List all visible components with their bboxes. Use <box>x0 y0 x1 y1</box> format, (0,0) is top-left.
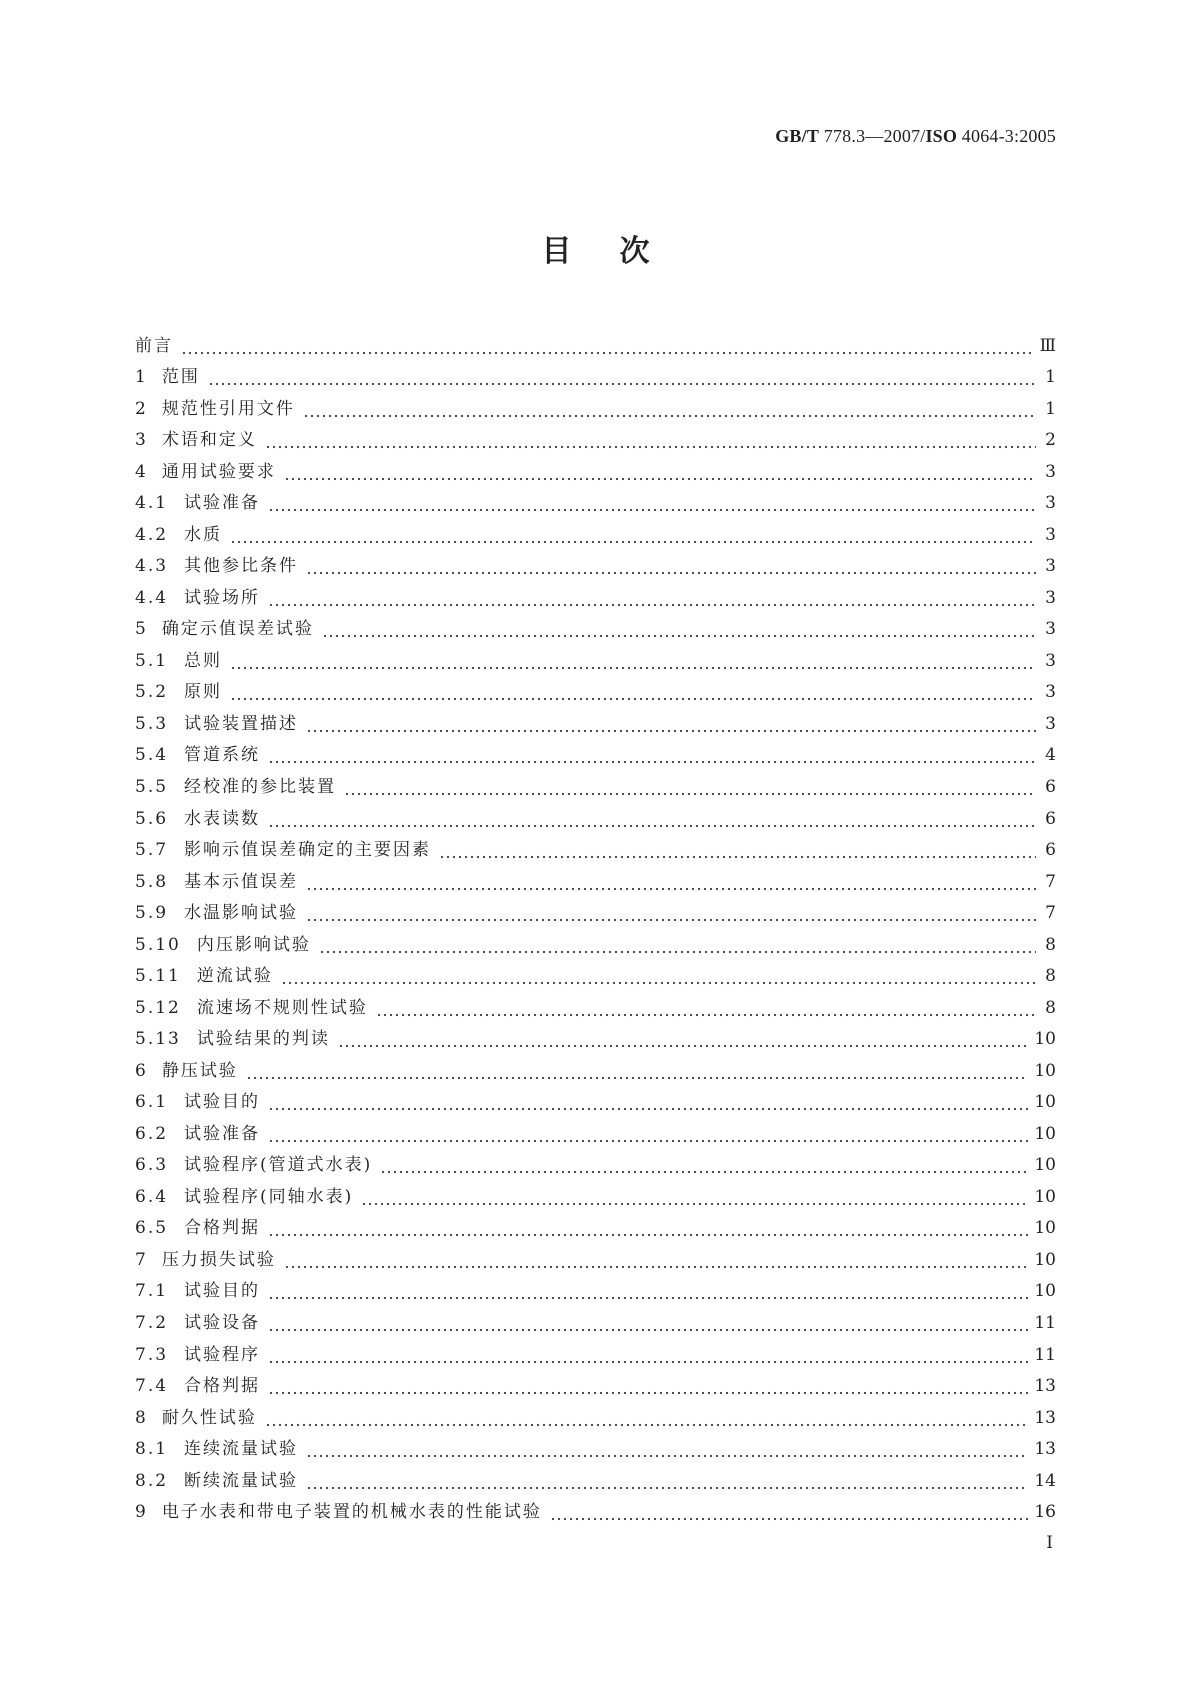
toc-entry[interactable] <box>135 1213 1056 1245</box>
toc-entry[interactable] <box>135 330 1056 362</box>
toc-entry-number: 5.4 <box>135 745 169 766</box>
toc-entry-label: 水表读数 <box>184 808 261 829</box>
toc-entry-page: 1 <box>1045 398 1056 419</box>
toc-entry-title <box>135 993 368 1024</box>
toc-entry-title <box>135 1213 260 1244</box>
toc-entry-number: 6.3 <box>135 1155 169 1176</box>
toc-entry[interactable] <box>135 362 1056 394</box>
toc-entry-label: 试验设备 <box>184 1313 261 1333</box>
toc-entry-page: 10 <box>1034 1155 1056 1176</box>
toc-entry[interactable] <box>135 1150 1056 1182</box>
toc-entry[interactable] <box>135 1497 1056 1529</box>
dot-leader <box>268 1133 1028 1143</box>
toc-entry[interactable] <box>135 393 1056 425</box>
toc-entry-title <box>135 709 298 740</box>
toc-entry-title <box>135 614 314 645</box>
dot-leader <box>319 944 1036 954</box>
toc-entry-label: 流速场不规则性试验 <box>196 997 368 1018</box>
toc-entry[interactable] <box>135 582 1056 614</box>
dot-leader <box>306 565 1036 575</box>
toc-entry[interactable] <box>135 1465 1056 1497</box>
toc-entry[interactable] <box>135 456 1056 488</box>
toc-entry-title <box>135 488 260 519</box>
toc-entry-label: 逆流试验 <box>196 966 273 987</box>
toc-entry-label: 规范性引用文件 <box>161 398 295 419</box>
dot-leader <box>338 1038 1029 1048</box>
dot-leader <box>268 1227 1028 1237</box>
toc-entry[interactable] <box>135 961 1056 993</box>
toc-entry-label: 其他参比条件 <box>184 556 299 577</box>
dot-leader <box>268 502 1036 512</box>
toc-entry-label: 管道系统 <box>184 745 261 766</box>
toc-entry-number: 7 <box>135 1249 148 1270</box>
toc-entry-number: 5.6 <box>135 808 169 829</box>
toc-entry-number: 5.12 <box>135 997 181 1018</box>
toc-entry-title <box>135 1403 257 1434</box>
toc-entry-page: 3 <box>1045 461 1056 482</box>
toc-entry-title <box>135 867 298 898</box>
dot-leader <box>284 471 1036 481</box>
toc-entry-title <box>135 898 298 929</box>
toc-entry[interactable] <box>135 1181 1056 1213</box>
table-of-contents <box>135 330 1056 1528</box>
toc-entry-number: 2 <box>135 398 148 419</box>
toc-entry-page: 3 <box>1045 619 1056 640</box>
toc-entry[interactable] <box>135 771 1056 803</box>
toc-entry-number: 5.8 <box>135 871 169 892</box>
dot-leader <box>284 1259 1029 1269</box>
standard-number <box>775 126 1056 147</box>
toc-entry[interactable] <box>135 551 1056 583</box>
toc-entry-page: 10 <box>1034 1029 1056 1050</box>
toc-entry-title <box>135 520 222 551</box>
dot-leader <box>550 1511 1029 1521</box>
toc-entry-page: 1 <box>1045 367 1056 388</box>
dot-leader <box>268 754 1036 764</box>
toc-entry-number: 4.2 <box>135 524 169 545</box>
toc-entry-label: 试验程序 <box>184 1344 261 1365</box>
toc-entry-title <box>135 551 298 582</box>
toc-entry-title <box>135 1024 330 1055</box>
dot-leader <box>306 881 1036 891</box>
toc-entry-number: 5.2 <box>135 682 169 703</box>
dot-leader <box>380 1164 1028 1174</box>
toc-entry-number: 4.3 <box>135 556 169 577</box>
toc-entry-title <box>135 930 311 961</box>
toc-entry-page: 6 <box>1045 840 1056 861</box>
toc-entry-page: 10 <box>1034 1281 1056 1302</box>
toc-entry-page: 8 <box>1045 966 1056 987</box>
toc-entry-number: 5.5 <box>135 776 169 797</box>
toc-entry-title <box>135 1434 298 1465</box>
dot-leader <box>306 912 1036 922</box>
toc-entry-page: 8 <box>1045 934 1056 955</box>
toc-entry-label: 水温影响试验 <box>184 903 299 924</box>
toc-entry-label: 试验目的 <box>184 1092 261 1113</box>
dot-leader <box>303 408 1036 418</box>
dot-leader <box>246 1070 1029 1080</box>
page-title: 目次 <box>541 234 698 269</box>
toc-entry[interactable] <box>135 1276 1056 1308</box>
toc-entry-title <box>135 1056 238 1087</box>
toc-entry-page: 16 <box>1034 1502 1056 1523</box>
toc-entry-label: 合格判据 <box>184 1218 261 1239</box>
dot-leader <box>268 1290 1028 1300</box>
dot-leader <box>361 1196 1028 1206</box>
dot-leader <box>268 597 1036 607</box>
toc-entry-label: 试验程序(同轴水表) <box>184 1186 354 1207</box>
toc-entry-number: 5.3 <box>135 713 169 734</box>
dot-leader <box>306 1480 1028 1490</box>
standard-id: 778.3—2007/ <box>823 126 926 146</box>
toc-entry-label: 试验准备 <box>184 493 261 514</box>
toc-entry[interactable] <box>135 1024 1056 1056</box>
toc-entry-title <box>135 1466 298 1497</box>
toc-entry-title <box>135 331 173 362</box>
dot-leader <box>268 818 1036 828</box>
toc-entry[interactable] <box>135 866 1056 898</box>
toc-entry-page: 3 <box>1045 713 1056 734</box>
toc-entry-label: 经校准的参比装置 <box>184 776 337 797</box>
toc-entry-page: 10 <box>1034 1249 1056 1270</box>
toc-entry-title <box>135 835 431 866</box>
toc-entry[interactable] <box>135 1434 1056 1466</box>
toc-entry[interactable] <box>135 1055 1056 1087</box>
toc-entry-number: 7.4 <box>135 1376 169 1397</box>
toc-entry-label: 合格判据 <box>184 1376 261 1397</box>
toc-entry-number: 7.3 <box>135 1344 169 1365</box>
dot-leader <box>208 376 1036 386</box>
toc-entry[interactable] <box>135 992 1056 1024</box>
toc-entry-title <box>135 646 222 677</box>
toc-entry[interactable] <box>135 425 1056 457</box>
toc-entry-page: 7 <box>1045 903 1056 924</box>
toc-entry-label: 试验结果的判读 <box>196 1029 330 1050</box>
toc-entry-page: 11 <box>1034 1313 1056 1333</box>
toc-entry-number: 5.1 <box>135 650 169 671</box>
toc-entry-number: 4.4 <box>135 587 169 608</box>
toc-entry-title <box>135 394 295 425</box>
toc-entry-label: 连续流量试验 <box>184 1439 299 1460</box>
toc-entry-page: 13 <box>1034 1407 1056 1428</box>
toc-entry-label: 断续流量试验 <box>184 1470 299 1491</box>
toc-entry-number: 8.2 <box>135 1470 169 1491</box>
toc-entry-label: 原则 <box>184 682 223 703</box>
toc-entry-title <box>135 457 276 488</box>
toc-entry-page: 3 <box>1045 556 1056 577</box>
toc-entry[interactable] <box>135 488 1056 520</box>
dot-leader <box>268 1101 1028 1111</box>
toc-entry-title <box>135 1371 260 1402</box>
toc-entry-number: 5.11 <box>135 966 181 987</box>
toc-entry-page: 3 <box>1045 587 1056 608</box>
toc-entry-label: 影响示值误差确定的主要因素 <box>184 840 432 861</box>
toc-entry[interactable] <box>135 835 1056 867</box>
toc-entry-page: 6 <box>1045 808 1056 829</box>
toc-entry-label: 试验准备 <box>184 1123 261 1144</box>
toc-entry[interactable] <box>135 1244 1056 1276</box>
toc-entry-page: 7 <box>1045 871 1056 892</box>
toc-entry-title <box>135 740 260 771</box>
toc-entry-label: 试验装置描述 <box>184 713 299 734</box>
toc-entry-page: 13 <box>1034 1439 1056 1460</box>
toc-entry-number: 6.2 <box>135 1123 169 1144</box>
toc-entry-number: 3 <box>135 430 148 451</box>
dot-leader <box>181 345 1034 355</box>
toc-entry-page: 10 <box>1034 1123 1056 1144</box>
dot-leader <box>265 439 1036 449</box>
standard-prefix: GB/T <box>775 126 820 146</box>
toc-entry-page: 11 <box>1034 1344 1056 1365</box>
toc-entry-page: 2 <box>1045 430 1056 451</box>
toc-entry[interactable] <box>135 708 1056 740</box>
toc-entry[interactable] <box>135 929 1056 961</box>
toc-entry-title <box>135 362 200 393</box>
toc-entry-label: 通用试验要求 <box>161 461 276 482</box>
toc-entry-number: 6.1 <box>135 1092 169 1113</box>
toc-entry-label: 试验目的 <box>184 1281 261 1302</box>
toc-entry[interactable] <box>135 1371 1056 1403</box>
toc-entry[interactable] <box>135 740 1056 772</box>
toc-entry[interactable] <box>135 1402 1056 1434</box>
toc-entry[interactable] <box>135 1087 1056 1119</box>
toc-entry[interactable] <box>135 898 1056 930</box>
toc-entry-number: 5.9 <box>135 903 169 924</box>
toc-entry[interactable] <box>135 803 1056 835</box>
toc-entry-label: 耐久性试验 <box>161 1407 257 1428</box>
dot-leader <box>268 1385 1028 1395</box>
toc-entry-label: 水质 <box>184 524 223 545</box>
dot-leader <box>306 723 1036 733</box>
dot-leader <box>281 975 1036 985</box>
toc-entry-label: 静压试验 <box>161 1060 238 1081</box>
dot-leader <box>230 691 1036 701</box>
toc-entry-page: 3 <box>1045 650 1056 671</box>
toc-entry-title <box>135 1497 542 1528</box>
toc-entry-number: 5.10 <box>135 934 181 955</box>
toc-entry-label: 内压影响试验 <box>196 934 311 955</box>
toc-entry-label: 术语和定义 <box>161 430 257 451</box>
dot-leader <box>268 1322 1028 1332</box>
toc-entry[interactable] <box>135 614 1056 646</box>
toc-entry-title <box>135 1308 260 1339</box>
toc-entry-title <box>135 425 257 456</box>
toc-entry-label: 试验场所 <box>184 587 261 608</box>
toc-entry-page: 3 <box>1045 493 1056 514</box>
toc-entry-number: 6.5 <box>135 1218 169 1239</box>
toc-entry-page: 14 <box>1034 1470 1056 1491</box>
toc-entry-title <box>135 772 336 803</box>
toc-entry-label: 基本示值误差 <box>184 871 299 892</box>
dot-leader <box>322 628 1036 638</box>
toc-entry-number: 7.1 <box>135 1281 169 1302</box>
toc-entry-label: 压力损失试验 <box>161 1249 276 1270</box>
toc-entry-title <box>135 804 260 835</box>
toc-entry[interactable] <box>135 1307 1056 1339</box>
toc-entry-title <box>135 1119 260 1150</box>
page-number: I <box>1046 1533 1053 1553</box>
toc-entry-title <box>135 1182 353 1213</box>
toc-entry-label: 试验程序(管道式水表) <box>184 1155 373 1176</box>
toc-entry[interactable] <box>135 1118 1056 1150</box>
toc-entry-label: 范围 <box>161 367 200 388</box>
toc-entry-number: 5.7 <box>135 840 169 861</box>
toc-entry-title <box>135 1276 260 1307</box>
toc-entry-label: 前言 <box>135 335 173 356</box>
toc-entry-page: 3 <box>1045 682 1056 703</box>
toc-entry-page: 10 <box>1034 1060 1056 1081</box>
toc-entry-number: 8 <box>135 1407 148 1428</box>
toc-entry-number: 6 <box>135 1060 148 1081</box>
toc-entry-number: 6.4 <box>135 1186 169 1207</box>
toc-entry-page: 10 <box>1034 1186 1056 1207</box>
toc-entry-page: 13 <box>1034 1376 1056 1397</box>
toc-entry[interactable] <box>135 1339 1056 1371</box>
toc-entry-page: 10 <box>1034 1092 1056 1113</box>
dot-leader <box>344 786 1036 796</box>
toc-entry-label: 确定示值误差试验 <box>161 619 314 640</box>
toc-entry-title <box>135 1340 260 1371</box>
toc-entry-number: 4.1 <box>135 493 169 514</box>
toc-entry-page: 6 <box>1045 776 1056 797</box>
dot-leader <box>268 1354 1028 1364</box>
dot-leader <box>376 1007 1036 1017</box>
toc-entry-page: 4 <box>1045 745 1056 766</box>
toc-entry[interactable] <box>135 677 1056 709</box>
toc-entry-page: 3 <box>1045 524 1056 545</box>
toc-entry-number: 5 <box>135 619 148 640</box>
toc-entry-title <box>135 1087 260 1118</box>
toc-entry-number: 5.13 <box>135 1029 181 1050</box>
toc-entry-label: 总则 <box>184 650 223 671</box>
toc-entry-title <box>135 961 273 992</box>
toc-entry-title <box>135 1245 276 1276</box>
iso-prefix: ISO <box>925 126 958 146</box>
toc-entry[interactable] <box>135 519 1056 551</box>
toc-entry-label: 电子水表和带电子装置的机械水表的性能试验 <box>161 1502 542 1523</box>
toc-entry-title <box>135 677 222 708</box>
toc-entry-number: 7.2 <box>135 1313 169 1333</box>
toc-entry-page: 10 <box>1034 1218 1056 1239</box>
dot-leader <box>306 1448 1028 1458</box>
toc-entry-title <box>135 1150 372 1181</box>
toc-entry-number: 8.1 <box>135 1439 169 1460</box>
toc-entry[interactable] <box>135 645 1056 677</box>
dot-leader <box>230 660 1036 670</box>
toc-entry-number: 4 <box>135 461 148 482</box>
iso-id: 4064-3:2005 <box>961 126 1056 146</box>
dot-leader <box>230 534 1036 544</box>
toc-entry-number: 1 <box>135 367 148 388</box>
toc-entry-title <box>135 583 260 614</box>
dot-leader <box>439 849 1036 859</box>
toc-entry-page: Ⅲ <box>1039 335 1056 356</box>
toc-entry-page: 8 <box>1045 997 1056 1018</box>
toc-entry-number: 9 <box>135 1502 148 1523</box>
dot-leader <box>265 1417 1029 1427</box>
